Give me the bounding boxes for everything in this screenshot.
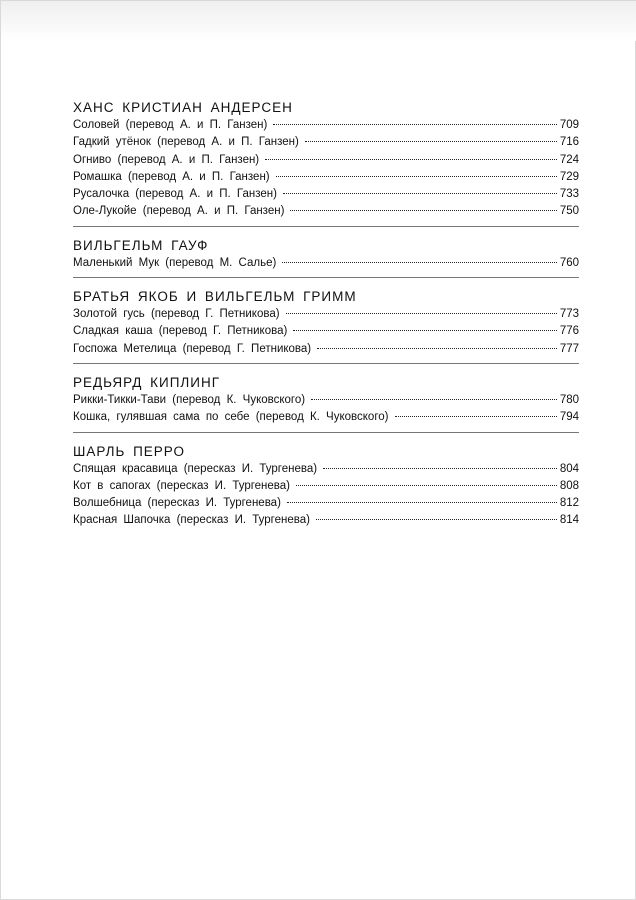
entry-list [73, 255, 579, 272]
toc-entry [73, 341, 579, 358]
entry-list [73, 306, 579, 358]
dot-leader [290, 210, 556, 211]
entry-list [73, 392, 579, 427]
toc-entry [73, 392, 579, 409]
entry-title: Рикки-Тикки-Тави (перевод К. Чуковского) [73, 393, 306, 406]
entry-page-number: 780 [559, 393, 579, 406]
toc-entry [73, 134, 579, 151]
toc-entry [73, 186, 579, 203]
entry-page-number: 733 [559, 188, 579, 201]
dot-leader [276, 176, 557, 177]
toc-entry [73, 409, 579, 426]
toc-entry [73, 512, 579, 529]
entry-title: Кошка, гулявшая сама по себе (перевод К. Чуковского) [73, 411, 389, 424]
toc-entry [73, 255, 579, 272]
author-heading: ВИЛЬГЕЛЬМ ГАУФ [73, 237, 209, 253]
dot-leader [316, 519, 557, 520]
entry-title: Красная Шапочка (пересказ И. Тургенева) [73, 514, 310, 527]
author-heading: ШАРЛЬ ПЕРРО [73, 443, 186, 459]
entry-page-number: 777 [559, 342, 579, 355]
dot-leader [323, 468, 557, 469]
dot-leader [286, 313, 557, 314]
entry-list [73, 461, 579, 530]
entry-page-number: 808 [559, 479, 579, 492]
dot-leader [287, 502, 557, 503]
dot-leader [395, 416, 557, 417]
toc-entry [73, 169, 579, 186]
entry-title: Оле-Лукойе (перевод А. и П. Ганзен) [73, 205, 285, 218]
author-heading: БРАТЬЯ ЯКОБ И ВИЛЬГЕЛЬМ ГРИММ [73, 289, 357, 305]
entry-page-number: 776 [559, 325, 579, 338]
toc-entry [73, 203, 579, 220]
author-section [73, 432, 579, 530]
toc-entry [73, 152, 579, 169]
dot-leader [273, 124, 556, 125]
dot-leader [311, 399, 557, 400]
dot-leader [293, 330, 557, 331]
author-section [73, 97, 579, 221]
entry-title: Ромашка (перевод А. и П. Ганзен) [73, 170, 270, 183]
table-of-contents [73, 97, 579, 530]
entry-page-number: 716 [559, 136, 579, 149]
author-heading: РЕДЬЯРД КИПЛИНГ [73, 374, 221, 390]
page-top-shading [1, 1, 636, 41]
entry-page-number: 729 [559, 170, 579, 183]
entry-page-number: 709 [559, 119, 579, 131]
dot-leader [265, 159, 557, 160]
dot-leader [317, 348, 557, 349]
toc-entry [73, 117, 579, 134]
entry-title: Гадкий утёнок (перевод А. и П. Ганзен) [73, 136, 299, 149]
author-section [73, 226, 579, 272]
dot-leader [305, 141, 557, 142]
entry-title: Огниво (перевод А. и П. Ганзен) [73, 153, 260, 166]
entry-title: Кот в сапогах (пересказ И. Тургенева) [73, 479, 291, 492]
author-heading: ХАНС КРИСТИАН АНДЕРСЕН [73, 100, 293, 115]
toc-entry [73, 495, 579, 512]
entry-title: Соловей (перевод А. и П. Ганзен) [73, 119, 268, 131]
entry-title: Волшебница (пересказ И. Тургенева) [73, 497, 281, 510]
entry-page-number: 804 [559, 462, 579, 475]
entry-title: Госпожа Метелица (перевод Г. Петникова) [73, 342, 312, 355]
entry-title: Русалочка (перевод А. и П. Ганзен) [73, 188, 277, 201]
entry-title: Маленький Мук (перевод М. Салье) [73, 256, 277, 269]
entry-list [73, 117, 579, 221]
toc-entry [73, 478, 579, 495]
entry-page-number: 724 [559, 153, 579, 166]
entry-page-number: 760 [559, 256, 579, 269]
entry-title: Спящая красавица (пересказ И. Тургенева) [73, 462, 318, 475]
entry-page-number: 812 [559, 497, 579, 510]
entry-title: Золотой гусь (перевод Г. Петникова) [73, 308, 280, 321]
entry-page-number: 750 [559, 205, 579, 218]
toc-entry [73, 461, 579, 478]
author-section [73, 277, 579, 358]
toc-entry [73, 323, 579, 340]
dot-leader [283, 193, 557, 194]
dot-leader [296, 485, 557, 486]
entry-page-number: 794 [559, 411, 579, 424]
dot-leader [282, 262, 557, 263]
author-section [73, 363, 579, 427]
entry-title: Сладкая каша (перевод Г. Петникова) [73, 325, 288, 338]
entry-page-number: 773 [559, 308, 579, 321]
entry-page-number: 814 [559, 514, 579, 527]
toc-entry [73, 306, 579, 323]
